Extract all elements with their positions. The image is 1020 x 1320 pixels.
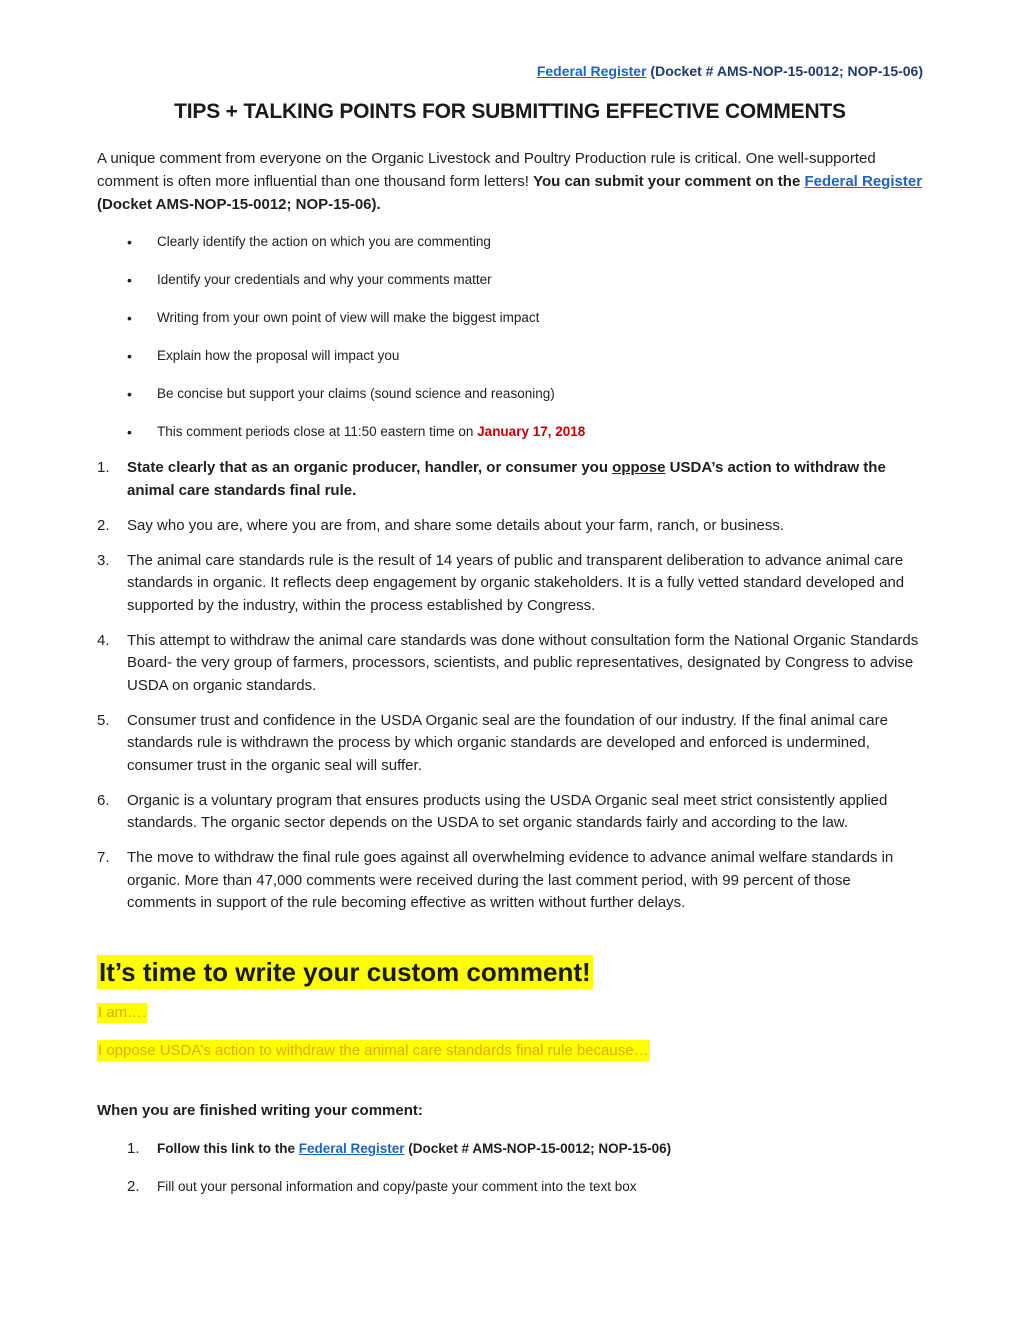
- talking-point-7: [97, 847, 923, 915]
- federal-register-link-header[interactable]: Federal Register: [536, 63, 647, 79]
- finished-heading: When you are finished writing your comment:: [97, 1102, 423, 1119]
- template-i-am: I am….: [98, 1004, 147, 1021]
- step-1: [97, 1138, 923, 1176]
- talking-points-list: [97, 457, 923, 927]
- talking-point-6: [97, 790, 923, 835]
- tip-item: [97, 308, 923, 346]
- point-number: 5.: [97, 711, 110, 729]
- point-text: This attempt to withdraw the animal care standards was done without consultation form the National Organic Standards Board- the very group of farmers, processors, scientists, and public representatives, designated by Congress to advise USDA on organic standards.: [127, 631, 919, 694]
- bullet-icon: •: [127, 386, 132, 402]
- cta-heading: It’s time to write your custom comment!: [99, 957, 591, 987]
- tip-text: Writing from your own point of view will make the biggest impact: [157, 310, 540, 325]
- bullet-icon: •: [127, 310, 132, 326]
- bullet-icon: •: [127, 348, 132, 364]
- oppose-word: oppose: [612, 459, 666, 476]
- intro-bold-1: You can submit your comment on the: [533, 173, 805, 190]
- tip-text: Explain how the proposal will impact you: [157, 348, 400, 363]
- point-text: The animal care standards rule is the result of 14 years of public and transparent deliberation to advance animal care standards in organic. It reflects deep engagement by organic stakeholders. It is a fully vetted standard developed and supported by the industry, within the process established by Congress.: [127, 551, 905, 614]
- point-number: 2.: [97, 516, 110, 534]
- step-number: 1.: [127, 1140, 140, 1157]
- point-number: 1.: [97, 459, 110, 476]
- tips-list: [97, 232, 923, 460]
- header-reference: [537, 63, 923, 79]
- point-text: The move to withdraw the final rule goes against all overwhelming evidence to advance animal welfare standards in organic. More than 47,000 comments were received during the last comment period, with 99 percent of those comments in support of the rule becoming effective as written without further delays.: [127, 849, 894, 911]
- talking-point-3: [97, 550, 923, 618]
- deadline-date: January 17, 2018: [477, 424, 586, 439]
- step-1-text: Follow this link to the: [157, 1141, 299, 1156]
- bullet-icon: •: [127, 424, 132, 440]
- point-text: Say who you are, where you are from, and share some details about your farm, ranch, or business.: [127, 516, 784, 534]
- step-2-text: Fill out your personal information and copy/paste your comment into the text box: [157, 1179, 637, 1194]
- talking-point-5: [97, 710, 923, 778]
- header-docket: (Docket # AMS-NOP-15-0012; NOP-15-06): [646, 63, 923, 79]
- deadline-text: This comment periods close at 11:50 eastern time on: [157, 424, 478, 439]
- talking-point-4: [97, 630, 923, 698]
- point-number: 3.: [97, 551, 110, 569]
- intro-paragraph: [97, 147, 923, 216]
- tip-item: [97, 232, 923, 270]
- template-oppose-line: I oppose USDA’s action to withdraw the animal care standards final rule because…: [98, 1042, 649, 1059]
- bullet-icon: •: [127, 234, 132, 250]
- page-title: TIPS + TALKING POINTS FOR SUBMITTING EFFECTIVE COMMENTS: [174, 100, 846, 123]
- step-1-docket: (Docket # AMS-NOP-15-0012; NOP-15-06): [404, 1141, 672, 1156]
- federal-register-link-step[interactable]: Federal Register: [298, 1141, 405, 1156]
- steps-list: [97, 1138, 923, 1214]
- intro-bold-2: (Docket AMS-NOP-15-0012; NOP-15-06).: [97, 196, 381, 213]
- intro-text: A unique comment from everyone on the Organic Livestock and Poultry Production rule is critical. One well-supported comment is often more influential than one thousand form letters!: [97, 150, 876, 190]
- point-1-text: State clearly that as an organic producer, handler, or consumer you oppose USDA’s action to withdraw the animal care standards final rule.: [127, 459, 886, 499]
- tip-item: [97, 346, 923, 384]
- talking-point-2: [97, 515, 923, 538]
- tip-item: [97, 384, 923, 422]
- point-number: 7.: [97, 849, 110, 866]
- talking-point-1: [97, 457, 923, 502]
- federal-register-link-intro[interactable]: Federal Register: [804, 173, 923, 190]
- point-text: Consumer trust and confidence in the USDA Organic seal are the foundation of our industry. If the final animal care standards rule is withdrawn the process by which organic standards are developed and enforced is undermined, consumer trust in the organic seal will suffer.: [127, 711, 888, 774]
- tip-text: Clearly identify the action on which you are commenting: [157, 234, 491, 249]
- point-text: Organic is a voluntary program that ensures products using the USDA Organic seal meet strict consistently applied standards. The organic sector depends on the USDA to set organic standards fairly and according to the law.: [127, 791, 888, 831]
- tip-text: Be concise but support your claims (sound science and reasoning): [157, 386, 555, 401]
- step-2: [97, 1176, 923, 1214]
- tip-text: Identify your credentials and why your comments matter: [157, 272, 492, 287]
- tip-item-deadline: [97, 422, 923, 460]
- step-number: 2.: [127, 1178, 140, 1195]
- point-number: 4.: [97, 631, 110, 649]
- bullet-icon: •: [127, 272, 132, 288]
- tip-item: [97, 270, 923, 308]
- point-number: 6.: [97, 791, 110, 809]
